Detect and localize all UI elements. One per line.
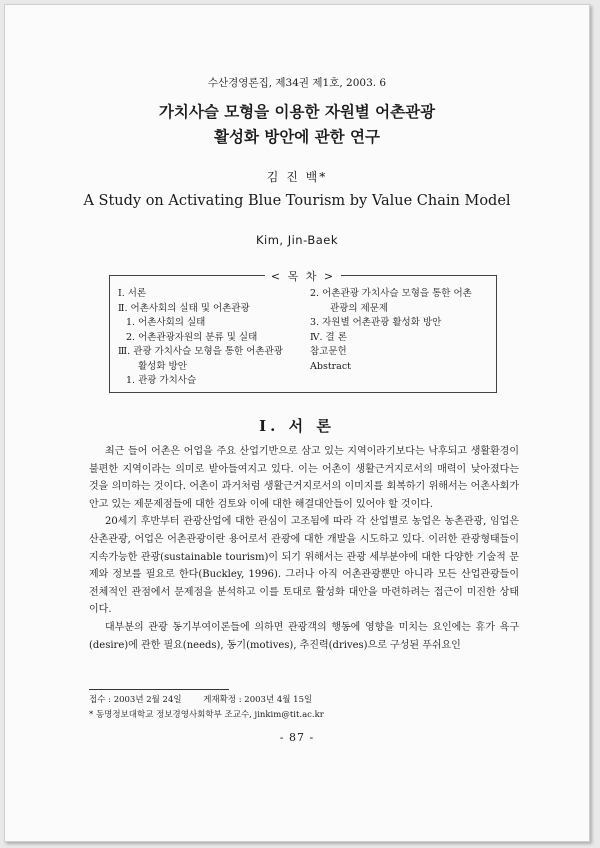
toc-item: 관광의 제문제 <box>330 302 389 314</box>
paper-title-english: A Study on Activating Blue Tourism by Value Chain Model <box>83 193 511 209</box>
toc-left-column <box>118 287 304 389</box>
toc-item: Ⅱ. 어촌사회의 실태 및 어촌관광 <box>118 302 250 314</box>
section-heading-introduction: Ⅰ. 서 론 <box>259 417 335 435</box>
paragraph: 20세기 후반부터 관광산업에 대한 관심이 고조됨에 따라 각 산업별로 농업은 농촌관광, 임업은 산촌관광, 어업은 어촌관광이란 용어로서 관광에 대한 개발을 시도하고 있다. 이러한 관광형태들이 지속가능한 관광(sustainable tourism)이 되기 위해서는 관광 세부분야에 대한 다양한 기술적 문제와 정보를 필요로 한다(Buckley, 1996). 그러나 아직 어촌관광뿐만 아니라 모든 산업관광들이 전체적인 관점에서 문제점을 분석하고 이를 토대로 활성화 대안을 마련하려는 접근이 미진한 상태이다. <box>89 516 519 616</box>
paper-title-korean <box>5 99 589 149</box>
toc-item: Ⅰ. 서론 <box>118 288 147 299</box>
submission-dates: 접수 : 2003년 2월 24일 게재확정 : 2003년 4월 15일 <box>89 695 313 705</box>
toc-item: 1. 관광 가치사슬 <box>126 375 197 386</box>
toc-item: 1. 어촌사회의 실태 <box>126 317 206 328</box>
author-english: Kim, Jin-Baek <box>255 233 339 247</box>
title-line-2: 활성화 방안에 관한 연구 <box>214 127 380 146</box>
toc-right-column <box>310 287 490 374</box>
title-line-1: 가치사슬 모형을 이용한 자원별 어촌관광 <box>158 102 436 121</box>
toc-item: 2. 어촌관광 가치사슬 모형을 통한 어촌 <box>310 288 472 299</box>
toc-item: 3. 자원별 어촌관광 활성화 방안 <box>310 317 442 328</box>
author-korean: 김 진 백* <box>266 170 328 184</box>
paper-page <box>4 4 590 842</box>
paragraph: 최근 들어 어촌은 어업을 주요 산업기반으로 삼고 있는 지역이라기보다는 낙후되고 생활환경이 불편한 지역이라는 의미로 받아들여지고 있다. 이는 어촌이 생활근거지로서의 매력이 낮아졌다는 것을 의미하는 것이다. 어촌이 과거처럼 생활근거지로서의 이미지를 회복하기 위해서는 어촌사회가 안고 있는 제문제점들에 대한 검토와 이에 대한 해결대안들이 있어야 할 것이다. <box>89 446 519 510</box>
toc-heading: < 목 차 > <box>265 270 341 283</box>
toc-item: 참고문헌 <box>310 346 347 357</box>
toc-item: Ⅳ. 결 론 <box>310 331 347 343</box>
footnote-divider <box>89 689 229 690</box>
paragraph: 대부분의 관광 동기부여이론들에 의하면 관광객의 행동에 영향을 미치는 요인에는 휴가 욕구(desire)에 관한 필요(needs), 동기(motives), 추진력(drives)으로 구성된 푸쉬요인 <box>89 621 519 651</box>
toc-item: Ⅲ. 관광 가치사슬 모형을 통한 어촌관광 <box>118 346 283 357</box>
page-number: - 87 - <box>279 731 315 744</box>
journal-citation: 수산경영론집, 제34권 제1호, 2003. 6 <box>207 77 387 89</box>
body-text <box>89 443 519 654</box>
author-affiliation: * 동명정보대학교 정보경영사회학부 조교수, jinkim@tit.ac.kr <box>89 710 324 720</box>
toc-item: 2. 어촌관광자원의 분류 및 실태 <box>126 331 258 343</box>
footnotes <box>89 693 529 723</box>
table-of-contents <box>109 270 497 393</box>
toc-item: 활성화 방안 <box>138 360 187 372</box>
toc-item: Abstract <box>310 360 351 372</box>
